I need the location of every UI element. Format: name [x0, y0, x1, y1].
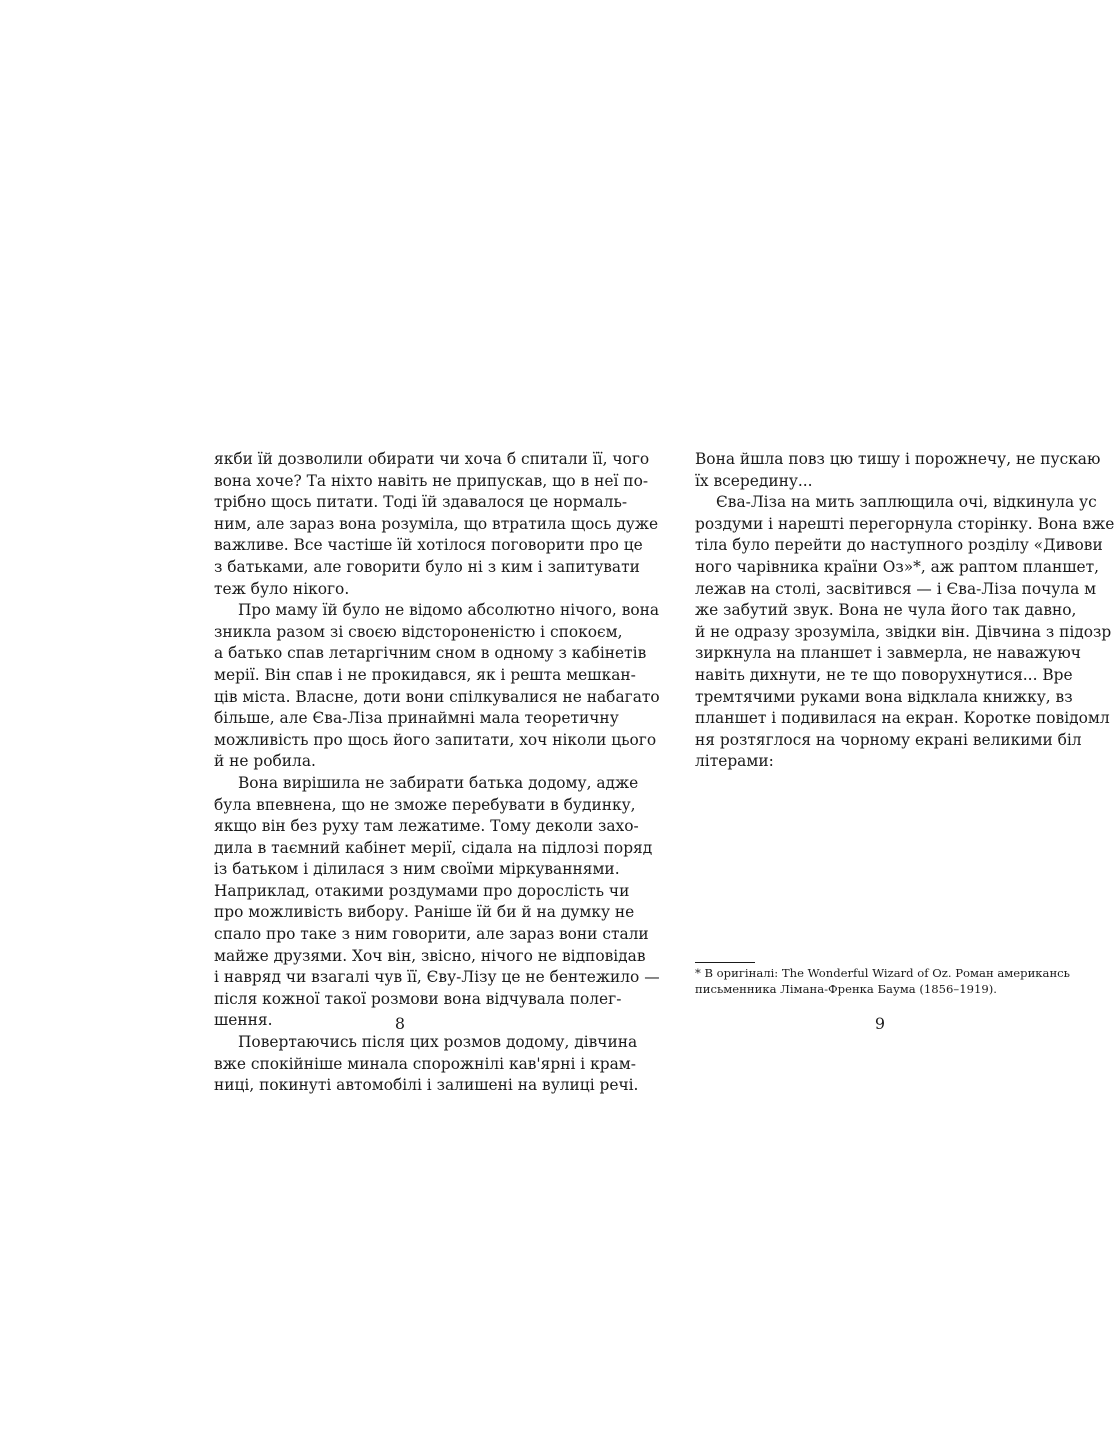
text-line: важливе. Все частіше їй хотілося поговорити про це	[214, 536, 643, 555]
text-line: планшет і подивилася на екран. Коротке повідомл	[695, 709, 1110, 728]
text-line: зникла разом зі своєю відстороненістю і спокоєм,	[214, 622, 623, 641]
text-line: більше, але Єва-Ліза принаймні мала теоретичну	[214, 709, 619, 728]
text-line: і навряд чи взагалі чув її, Єву-Лізу це не бентежило —	[214, 968, 660, 987]
text-line: Єва-Ліза на мить заплющила очі, відкинула ус	[716, 493, 1097, 512]
text-line: про можливість вибору. Раніше їй би й на думку не	[214, 903, 635, 922]
text-line: ня розтяглося на чорному екрані великими біл	[695, 730, 1082, 749]
text-line: теж було нікого.	[214, 579, 350, 598]
text-line: ного чарівника країни Оз»*, аж раптом планшет,	[695, 557, 1100, 576]
left-page-text	[214, 449, 660, 1097]
footnote-divider	[695, 962, 755, 963]
text-line: тіла було перейти до наступного розділу «Дивови	[695, 536, 1103, 555]
text-line: якби їй дозволили обирати чи хоча б спитали її, чого	[214, 450, 650, 468]
text-line: вона хоче? Та ніхто навіть не припускав, що в неї по-	[214, 471, 649, 490]
text-line: навіть дихнути, не те що поворухнутися... Вре	[695, 665, 1073, 684]
footnote	[695, 966, 1070, 997]
text-line: була впевнена, що не зможе перебувати в будинку,	[214, 795, 636, 814]
text-line: й не робила.	[214, 752, 316, 771]
text-line: лежав на столі, засвітився — і Єва-Ліза почула м	[695, 579, 1097, 598]
text-line: Наприклад, отакими роздумами про дорослість чи	[214, 881, 630, 900]
text-line: Повертаючись після цих розмов додому, дівчина	[238, 1033, 638, 1052]
text-line: їх всередину...	[695, 471, 813, 490]
text-line: зиркнула на планшет і завмерла, не наважуюч	[695, 644, 1081, 663]
text-line: літерами:	[695, 752, 774, 771]
text-line: після кожної такої розмови вона відчувала полег-	[214, 989, 622, 1008]
text-line: можливість про щось його запитати, хоч ніколи цього	[214, 730, 657, 749]
text-line: якщо він без руху там лежатиме. Тому деколи захо-	[214, 817, 639, 836]
text-line: мерії. Він спав і не прокидався, як і решта мешкан-	[214, 665, 636, 684]
text-line: ців міста. Власне, доти вони спілкувалися не набагато	[214, 687, 660, 706]
text-line: ниці, покинуті автомобілі і залишені на вулиці речі.	[214, 1076, 639, 1095]
text-line: а батько спав летаргічним сном в одному з кабінетів	[214, 644, 647, 663]
text-line: з батьками, але говорити було ні з ким і запитувати	[214, 557, 640, 576]
text-line: трібно щось питати. Тоді їй здавалося це нормаль-	[214, 493, 628, 512]
text-line: роздуми і нарешті перегорнула сторінку. Вона вже	[695, 514, 1114, 533]
text-line: майже друзями. Хоч він, звісно, нічого не відповідав	[214, 946, 646, 965]
text-line: й не одразу зрозуміла, звідки він. Дівчина з підозр	[695, 622, 1112, 641]
page-number-right: 9	[874, 1014, 886, 1033]
text-line: дила в таємний кабінет мерії, сідала на підлозі поряд	[214, 838, 653, 857]
text-line: вже спокійніше минала спорожнілі кав'ярні і крам-	[214, 1054, 636, 1073]
right-page-text	[695, 449, 1114, 773]
footnote-line: письменника Лімана-Френка Баума (1856–1919).	[695, 981, 997, 996]
text-line: із батьком і ділилася з ним своїми міркуваннями.	[214, 860, 620, 879]
text-line: Про маму їй було не відомо абсолютно нічого, вона	[238, 601, 660, 620]
text-line: же забутий звук. Вона не чула його так давно,	[695, 601, 1077, 620]
page-number-left: 8	[394, 1014, 406, 1033]
footnote-line: * В оригіналі: The Wonderful Wizard of Oz. Роман американсь	[695, 966, 1070, 980]
text-line: спало про таке з ним говорити, але зараз вони стали	[214, 925, 649, 944]
text-line: шення.	[214, 1011, 273, 1030]
text-line: Вона вирішила не забирати батька додому, адже	[238, 773, 639, 792]
text-line: тремтячими руками вона відклала книжку, вз	[695, 687, 1073, 706]
text-line: Вона йшла повз цю тишу і порожнечу, не пускаю	[695, 450, 1101, 468]
text-line: ним, але зараз вона розуміла, що втратила щось дуже	[214, 514, 659, 533]
